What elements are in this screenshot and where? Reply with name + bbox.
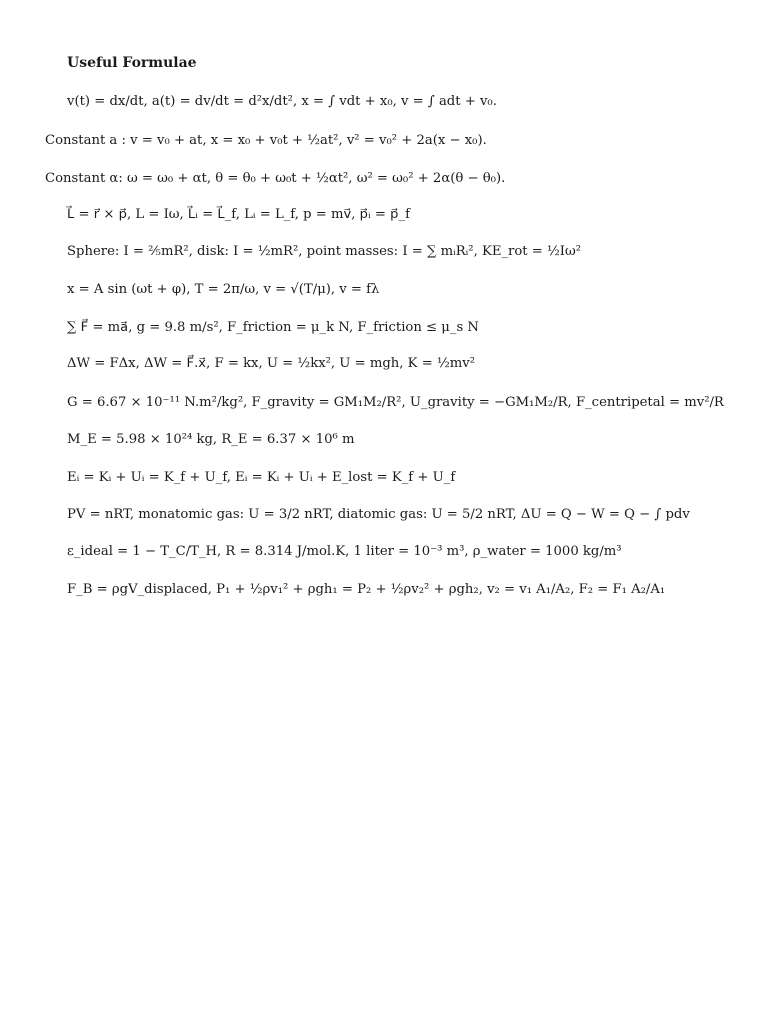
formula-forces-friction: ∑ F⃗ = ma⃗, g = 9.8 m/s², F_friction = μ_k N, F_friction ≤ μ_s N xyxy=(67,320,479,335)
formula-constant-angular-accel: Constant α: ω = ω₀ + αt, θ = θ₀ + ω₀t + ½αt², ω² = ω₀² + 2α(θ − θ₀). xyxy=(45,171,506,186)
formula-moment-of-inertia: Sphere: I = ⅖mR², disk: I = ½mR², point masses: I = ∑ mᵢRᵢ², KE_rot = ½Iω² xyxy=(67,244,582,259)
page-title: Useful Formulae xyxy=(67,55,197,71)
formula-earth-constants: M_E = 5.98 × 10²⁴ kg, R_E = 6.37 × 10⁶ m xyxy=(67,432,355,447)
formula-gravitation: G = 6.67 × 10⁻¹¹ N.m²/kg², F_gravity = GM₁M₂/R², U_gravity = −GM₁M₂/R, F_centripetal = mv²/R xyxy=(67,395,724,410)
formula-work-energy: ΔW = FΔx, ΔW = F⃗.x⃗, F = kx, U = ½kx², U = mgh, K = ½mv² xyxy=(67,356,475,371)
formula-oscillation-waves: x = A sin (ωt + φ), T = 2π/ω, v = √(T/μ), v = fλ xyxy=(67,282,380,297)
formula-kinematics-definitions: v(t) = dx/dt, a(t) = dv/dt = d²x/dt², x = ∫ vdt + x₀, v = ∫ adt + v₀. xyxy=(67,94,497,109)
formula-thermo-constants: ε_ideal = 1 − T_C/T_H, R = 8.314 J/mol.K, 1 liter = 10⁻³ m³, ρ_water = 1000 kg/m³ xyxy=(67,544,622,559)
formula-ideal-gas: PV = nRT, monatomic gas: U = 3/2 nRT, diatomic gas: U = 5/2 nRT, ΔU = Q − W = Q − ∫ pdv xyxy=(67,507,690,522)
formula-fluids: F_B = ρgV_displaced, P₁ + ½ρv₁² + ρgh₁ = P₂ + ½ρv₂² + ρgh₂, v₂ = v₁ A₁/A₂, F₂ = F₁ A₂/A₁ xyxy=(67,582,666,597)
formula-constant-acceleration: Constant a : v = v₀ + at, x = x₀ + v₀t + ½at², v² = v₀² + 2a(x − x₀). xyxy=(45,133,487,148)
formula-energy-conservation: Eᵢ = Kᵢ + Uᵢ = K_f + U_f, Eᵢ = Kᵢ + Uᵢ + E_lost = K_f + U_f xyxy=(67,470,456,485)
formula-angular-momentum: L⃗ = r⃗ × p⃗, L = Iω, L⃗ᵢ = L⃗_f, Lᵢ = L_f, p = mv⃗, p⃗ᵢ = p⃗_f xyxy=(67,207,410,222)
